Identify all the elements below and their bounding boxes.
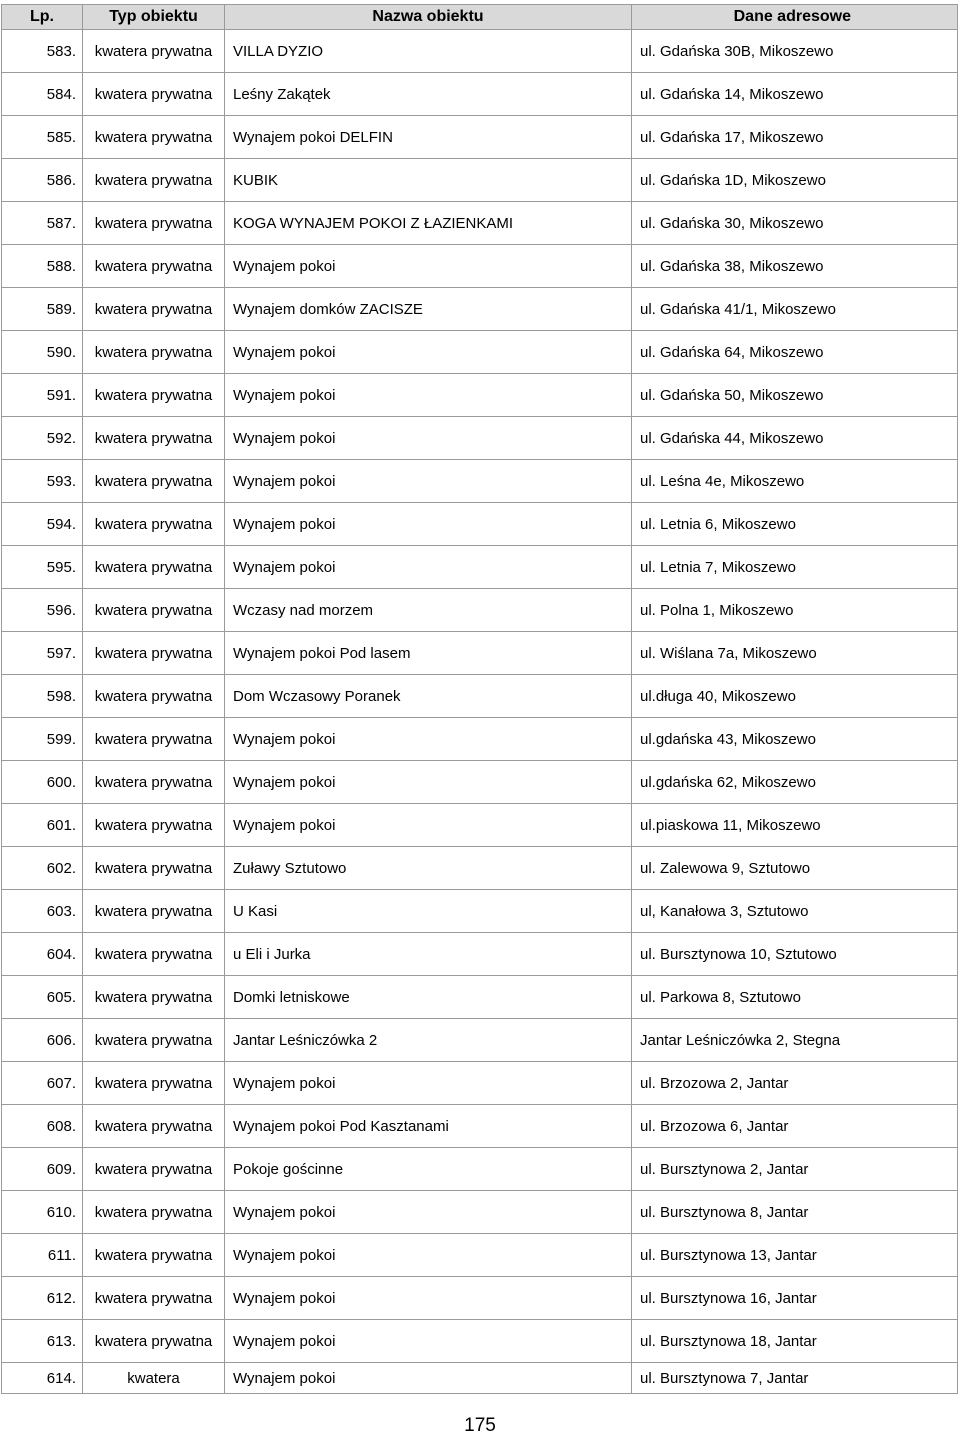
table-row	[2, 890, 958, 933]
page-number: 175	[464, 1415, 496, 1436]
header-address: Dane adresowe	[632, 5, 958, 30]
table-row	[2, 202, 958, 245]
header-lp: Lp.	[2, 5, 83, 30]
row-lp: 612.	[2, 1277, 83, 1320]
row-address: ul. Gdańska 30, Mikoszewo	[632, 202, 958, 245]
row-address: ul, Kanałowa 3, Sztutowo	[632, 890, 958, 933]
table-row	[2, 1062, 958, 1105]
row-name: Wynajem pokoi	[225, 503, 632, 546]
row-type: kwatera prywatna	[83, 73, 225, 116]
row-name: Jantar Leśniczówka 2	[225, 1019, 632, 1062]
row-lp: 603.	[2, 890, 83, 933]
row-type: kwatera prywatna	[83, 1320, 225, 1363]
row-name: Pokoje gościnne	[225, 1148, 632, 1191]
table-body	[2, 30, 958, 1394]
row-name: KUBIK	[225, 159, 632, 202]
row-type: kwatera prywatna	[83, 589, 225, 632]
header-type: Typ obiektu	[83, 5, 225, 30]
row-address: ul. Bursztynowa 2, Jantar	[632, 1148, 958, 1191]
row-lp: 588.	[2, 245, 83, 288]
table-row	[2, 1234, 958, 1277]
row-lp: 594.	[2, 503, 83, 546]
row-type: kwatera prywatna	[83, 847, 225, 890]
row-name: Wynajem pokoi DELFIN	[225, 116, 632, 159]
row-name: Wynajem pokoi	[225, 1363, 632, 1394]
row-lp: 600.	[2, 761, 83, 804]
row-type: kwatera prywatna	[83, 1019, 225, 1062]
row-type: kwatera prywatna	[83, 675, 225, 718]
row-type: kwatera prywatna	[83, 761, 225, 804]
row-name: Wynajem pokoi	[225, 1062, 632, 1105]
table-row	[2, 159, 958, 202]
row-name: Wynajem pokoi	[225, 1234, 632, 1277]
row-type: kwatera prywatna	[83, 1062, 225, 1105]
row-address: ul. Bursztynowa 7, Jantar	[632, 1363, 958, 1394]
row-type: kwatera prywatna	[83, 331, 225, 374]
row-address: ul. Leśna 4e, Mikoszewo	[632, 460, 958, 503]
row-address: ul. Gdańska 64, Mikoszewo	[632, 331, 958, 374]
table-row	[2, 1191, 958, 1234]
row-lp: 613.	[2, 1320, 83, 1363]
row-type: kwatera prywatna	[83, 933, 225, 976]
table-row	[2, 589, 958, 632]
row-lp: 597.	[2, 632, 83, 675]
row-type: kwatera prywatna	[83, 417, 225, 460]
row-name: Wynajem domków ZACISZE	[225, 288, 632, 331]
row-lp: 604.	[2, 933, 83, 976]
table-row	[2, 761, 958, 804]
row-name: Dom Wczasowy Poranek	[225, 675, 632, 718]
table-row	[2, 1363, 958, 1394]
row-address: ul.piaskowa 11, Mikoszewo	[632, 804, 958, 847]
table-row	[2, 1148, 958, 1191]
table-row	[2, 804, 958, 847]
row-type: kwatera prywatna	[83, 288, 225, 331]
row-address: ul. Bursztynowa 13, Jantar	[632, 1234, 958, 1277]
row-lp: 609.	[2, 1148, 83, 1191]
row-type: kwatera prywatna	[83, 976, 225, 1019]
table-row	[2, 116, 958, 159]
row-lp: 602.	[2, 847, 83, 890]
table-row	[2, 1105, 958, 1148]
row-address: ul. Letnia 7, Mikoszewo	[632, 546, 958, 589]
row-type: kwatera prywatna	[83, 245, 225, 288]
table-row	[2, 1277, 958, 1320]
row-name: Wynajem pokoi	[225, 331, 632, 374]
row-address: ul. Zalewowa 9, Sztutowo	[632, 847, 958, 890]
row-lp: 589.	[2, 288, 83, 331]
header-name: Nazwa obiektu	[225, 5, 632, 30]
row-address: ul. Gdańska 44, Mikoszewo	[632, 417, 958, 460]
row-name: VILLA DYZIO	[225, 30, 632, 73]
table-row	[2, 718, 958, 761]
row-lp: 596.	[2, 589, 83, 632]
row-address: ul. Gdańska 38, Mikoszewo	[632, 245, 958, 288]
row-name: Leśny Zakątek	[225, 73, 632, 116]
row-type: kwatera prywatna	[83, 804, 225, 847]
row-name: U Kasi	[225, 890, 632, 933]
row-address: Jantar Leśniczówka 2, Stegna	[632, 1019, 958, 1062]
row-type: kwatera prywatna	[83, 1234, 225, 1277]
row-lp: 606.	[2, 1019, 83, 1062]
row-address: ul. Gdańska 50, Mikoszewo	[632, 374, 958, 417]
row-name: Wynajem pokoi	[225, 761, 632, 804]
row-lp: 605.	[2, 976, 83, 1019]
table-row	[2, 73, 958, 116]
row-type: kwatera prywatna	[83, 632, 225, 675]
row-lp: 610.	[2, 1191, 83, 1234]
row-address: ul. Gdańska 14, Mikoszewo	[632, 73, 958, 116]
lodging-table	[1, 4, 958, 1394]
row-name: Wynajem pokoi	[225, 460, 632, 503]
row-address: ul.gdańska 43, Mikoszewo	[632, 718, 958, 761]
table-row	[2, 546, 958, 589]
table-row	[2, 460, 958, 503]
row-name: Wynajem pokoi	[225, 804, 632, 847]
table-row	[2, 847, 958, 890]
row-lp: 608.	[2, 1105, 83, 1148]
row-name: Wynajem pokoi	[225, 374, 632, 417]
row-type: kwatera prywatna	[83, 159, 225, 202]
row-lp: 611.	[2, 1234, 83, 1277]
row-type: kwatera prywatna	[83, 1148, 225, 1191]
table-row	[2, 245, 958, 288]
table-row	[2, 1019, 958, 1062]
table-row	[2, 976, 958, 1019]
row-type: kwatera prywatna	[83, 503, 225, 546]
row-address: ul. Brzozowa 6, Jantar	[632, 1105, 958, 1148]
row-type: kwatera prywatna	[83, 1277, 225, 1320]
row-lp: 587.	[2, 202, 83, 245]
row-lp: 595.	[2, 546, 83, 589]
row-type: kwatera prywatna	[83, 374, 225, 417]
table-row	[2, 288, 958, 331]
row-lp: 590.	[2, 331, 83, 374]
row-name: KOGA WYNAJEM POKOI Z ŁAZIENKAMI	[225, 202, 632, 245]
table-row	[2, 675, 958, 718]
row-type: kwatera	[83, 1363, 225, 1394]
row-name: Zuławy Sztutowo	[225, 847, 632, 890]
row-address: ul. Bursztynowa 18, Jantar	[632, 1320, 958, 1363]
row-lp: 593.	[2, 460, 83, 503]
row-address: ul. Parkowa 8, Sztutowo	[632, 976, 958, 1019]
row-address: ul.gdańska 62, Mikoszewo	[632, 761, 958, 804]
row-type: kwatera prywatna	[83, 460, 225, 503]
row-name: Wynajem pokoi	[225, 1277, 632, 1320]
row-type: kwatera prywatna	[83, 202, 225, 245]
row-address: ul. Letnia 6, Mikoszewo	[632, 503, 958, 546]
table-row	[2, 933, 958, 976]
row-name: Wynajem pokoi	[225, 546, 632, 589]
table-row	[2, 30, 958, 73]
row-type: kwatera prywatna	[83, 116, 225, 159]
table-header-row	[2, 5, 958, 30]
row-lp: 599.	[2, 718, 83, 761]
table-row	[2, 503, 958, 546]
row-name: Wynajem pokoi	[225, 1191, 632, 1234]
row-type: kwatera prywatna	[83, 890, 225, 933]
row-type: kwatera prywatna	[83, 718, 225, 761]
row-address: ul. Bursztynowa 10, Sztutowo	[632, 933, 958, 976]
row-lp: 586.	[2, 159, 83, 202]
row-address: ul.długa 40, Mikoszewo	[632, 675, 958, 718]
row-address: ul. Brzozowa 2, Jantar	[632, 1062, 958, 1105]
row-lp: 584.	[2, 73, 83, 116]
row-lp: 607.	[2, 1062, 83, 1105]
row-type: kwatera prywatna	[83, 546, 225, 589]
row-address: ul. Gdańska 41/1, Mikoszewo	[632, 288, 958, 331]
table-row	[2, 417, 958, 460]
row-lp: 585.	[2, 116, 83, 159]
row-address: ul. Gdańska 1D, Mikoszewo	[632, 159, 958, 202]
row-address: ul. Wiślana 7a, Mikoszewo	[632, 632, 958, 675]
row-address: ul. Gdańska 17, Mikoszewo	[632, 116, 958, 159]
row-lp: 592.	[2, 417, 83, 460]
row-lp: 601.	[2, 804, 83, 847]
row-address: ul. Polna 1, Mikoszewo	[632, 589, 958, 632]
table-row	[2, 331, 958, 374]
row-lp: 591.	[2, 374, 83, 417]
row-name: Wynajem pokoi	[225, 718, 632, 761]
row-type: kwatera prywatna	[83, 1191, 225, 1234]
table-row	[2, 374, 958, 417]
row-type: kwatera prywatna	[83, 1105, 225, 1148]
row-name: Wynajem pokoi	[225, 417, 632, 460]
row-name: Domki letniskowe	[225, 976, 632, 1019]
row-lp: 614.	[2, 1363, 83, 1394]
row-name: Wynajem pokoi Pod lasem	[225, 632, 632, 675]
row-lp: 598.	[2, 675, 83, 718]
row-address: ul. Gdańska 30B, Mikoszewo	[632, 30, 958, 73]
row-name: Wynajem pokoi Pod Kasztanami	[225, 1105, 632, 1148]
row-address: ul. Bursztynowa 8, Jantar	[632, 1191, 958, 1234]
table-row	[2, 1320, 958, 1363]
table-row	[2, 632, 958, 675]
row-name: u Eli i Jurka	[225, 933, 632, 976]
row-name: Wynajem pokoi	[225, 245, 632, 288]
row-name: Wynajem pokoi	[225, 1320, 632, 1363]
row-type: kwatera prywatna	[83, 30, 225, 73]
row-name: Wczasy nad morzem	[225, 589, 632, 632]
row-address: ul. Bursztynowa 16, Jantar	[632, 1277, 958, 1320]
row-lp: 583.	[2, 30, 83, 73]
